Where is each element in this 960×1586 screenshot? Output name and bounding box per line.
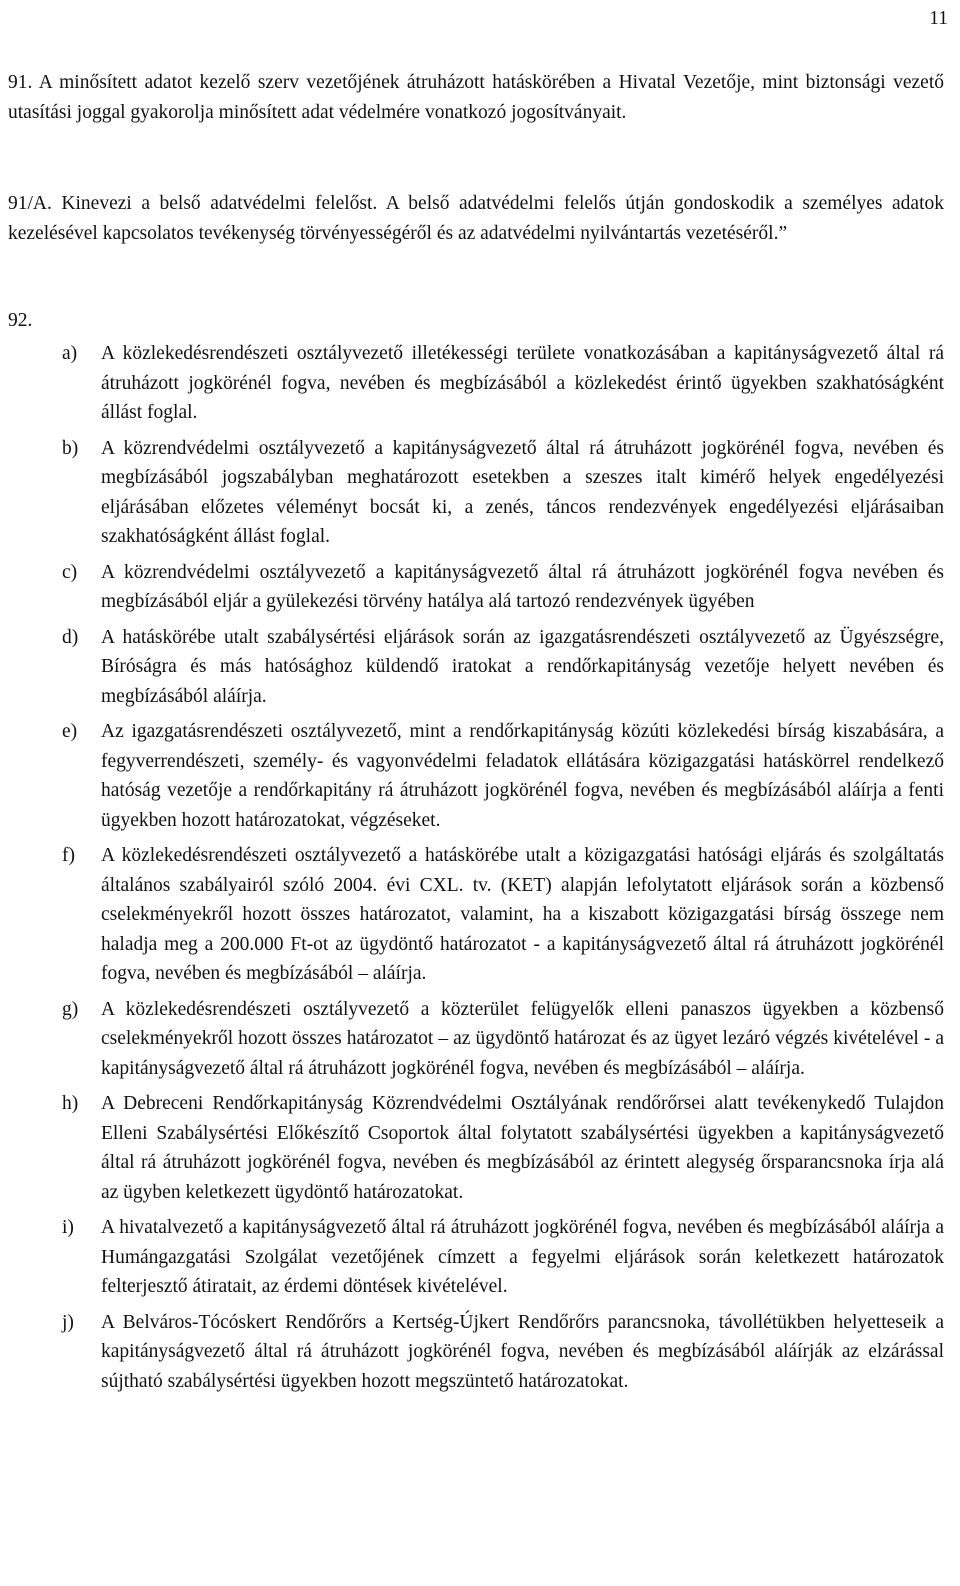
list-marker: b)	[62, 437, 79, 459]
list-item-text: Az igazgatásrendészeti osztályvezető, mint a rendőrkapitányság közúti közlekedési bírság kiszabására, a fegyverrendészeti, személy- és vagyonvédelmi feladatok ellátására közigazgatási hatáskörrel rendelkező hatóság vezetője a rendőrkapitány rá átruházott jogkörénél fogva, nevében és megbízásából aláírja a fenti ügyekben hozott határozatokat, végzéseket.	[101, 721, 944, 831]
list-marker: f)	[62, 845, 75, 866]
list-item-text: A közrendvédelmi osztályvezető a kapitányságvezető által rá átruházott jogkörénél fogva, nevében és megbízásából jogszabályban meghatározott esetekben a szeszes italt kimérő helyek engedélyezési eljárásában előzetes véleményt bocsát ki, a zenés, táncos rendezvények engedélyezési eljárásaiban szakhatóságként állást foglal.	[101, 437, 944, 547]
list-item	[62, 1213, 944, 1302]
list-marker: a)	[62, 343, 78, 364]
list-marker: h)	[62, 1093, 79, 1114]
list-marker: g)	[62, 998, 79, 1020]
list-item	[62, 995, 944, 1084]
list-item-text: A Debreceni Rendőrkapitányság Közrendvédelmi Osztályának rendőrőrsei alatt tevékenykedő Tulajdon Elleni Szabálysértési Előkészítő Csoportok által folytatott szabálysértési ügyekben a kapitányságvezető által rá átruházott jogkörénél fogva, nevében és megbízásából az érintett alegység őrsparancsnoka írja alá az ügyben keletkezett ügydöntő határozatokat.	[101, 1093, 944, 1203]
list-item	[62, 623, 944, 712]
list-item-text: A közlekedésrendészeti osztályvezető a közterület felügyelők elleni panaszos ügyekben a közbenső cselekményekről hozott összes határozatot – az ügydöntő határozat és az ügyet lezáró végzés kivételével - a kapitányságvezető által rá átruházott jogkörénél fogva, nevében és megbízásából – aláírja.	[101, 998, 944, 1079]
list-item-text: A közrendvédelmi osztályvezető a kapitányságvezető által rá átruházott jogkörénél fogva nevében és megbízásából eljár a gyülekezési törvény hatálya alá tartozó rendezvények ügyében	[101, 561, 944, 612]
list-item	[62, 1308, 944, 1397]
list-item-text: A közlekedésrendészeti osztályvezető illetékességi területe vonatkozásában a kapitányságvezető által rá átruházott jogkörénél fogva, nevében és megbízásából a közlekedést érintő ügyekben szakhatóságként állást foglal.	[101, 343, 944, 423]
list-item	[62, 1089, 944, 1207]
list-item-text: A hivatalvezető a kapitányságvezető által rá átruházott jogkörénél fogva, nevében és megbízásából aláírja a Humángazgatási Szolgálat vezetőjének címzett a fegyelmi eljárások során keletkezett határozatok felterjesztő átiratait, az érdemi döntések kivételével.	[101, 1217, 944, 1297]
paragraph-91: 91. A minősített adatot kezelő szerv vezetőjének átruházott hatáskörében a Hivatal Vezetője, mint biztonsági vezető utasítási joggal gyakorolja minősített adat védelmére vonatkozó jogosítványait.	[8, 72, 944, 123]
list-item	[62, 558, 944, 617]
list-marker: i)	[62, 1217, 74, 1238]
list-item-text: A közlekedésrendészeti osztályvezető a hatáskörébe utalt a közigazgatási hatósági eljárás és szolgáltatás általános szabályairól szóló 2004. évi CXL. tv. (KET) alapján lefolytatott eljárások során a közbenső cselekményekről hozott összes határozatot, valamint, ha a kiszabott közigazgatási bírság összege nem haladja meg a 200.000 Ft-ot az ügydöntő határozatot - a kapitányságvezető által rá átruházott jogkörénél fogva, nevében és megbízásából – aláírja.	[101, 845, 944, 984]
list-item-text: A Belváros-Tócóskert Rendőrőrs a Kertség-Újkert Rendőrőrs parancsnoka, távollétükben helyetteseik a kapitányságvezető által rá átruházott jogkörénél fogva, nevében és megbízásából aláírják az elzárással sújtható szabálysértési ügyekben hozott megszüntető határozatokat.	[101, 1311, 944, 1392]
list-item	[62, 717, 944, 835]
list-item	[62, 841, 944, 989]
paragraph-92-heading: 92.	[8, 310, 33, 331]
list-item	[62, 339, 944, 428]
list-marker: c)	[62, 561, 78, 583]
list-item	[62, 434, 944, 552]
list-marker: j)	[62, 1311, 74, 1333]
list-item-text: A hatáskörébe utalt szabálysértési eljárások során az igazgatásrendészeti osztályvezető az Ügyészségre, Bíróságra és más hatósághoz küldendő iratokat a rendőrkapitányság vezetője helyett nevében és megbízásából aláírja.	[101, 626, 944, 707]
page-number: 11	[929, 8, 948, 29]
list-marker: d)	[62, 626, 79, 648]
list-marker: e)	[62, 721, 78, 742]
paragraph-91a: 91/A. Kinevezi a belső adatvédelmi felelőst. A belső adatvédelmi felelős útján gondoskodik a személyes adatok kezelésével kapcsolatos tevékenység törvényességéről és az adatvédelmi nyilvántartás vezetéséről.”	[8, 193, 944, 244]
section-92-list	[62, 339, 944, 1402]
